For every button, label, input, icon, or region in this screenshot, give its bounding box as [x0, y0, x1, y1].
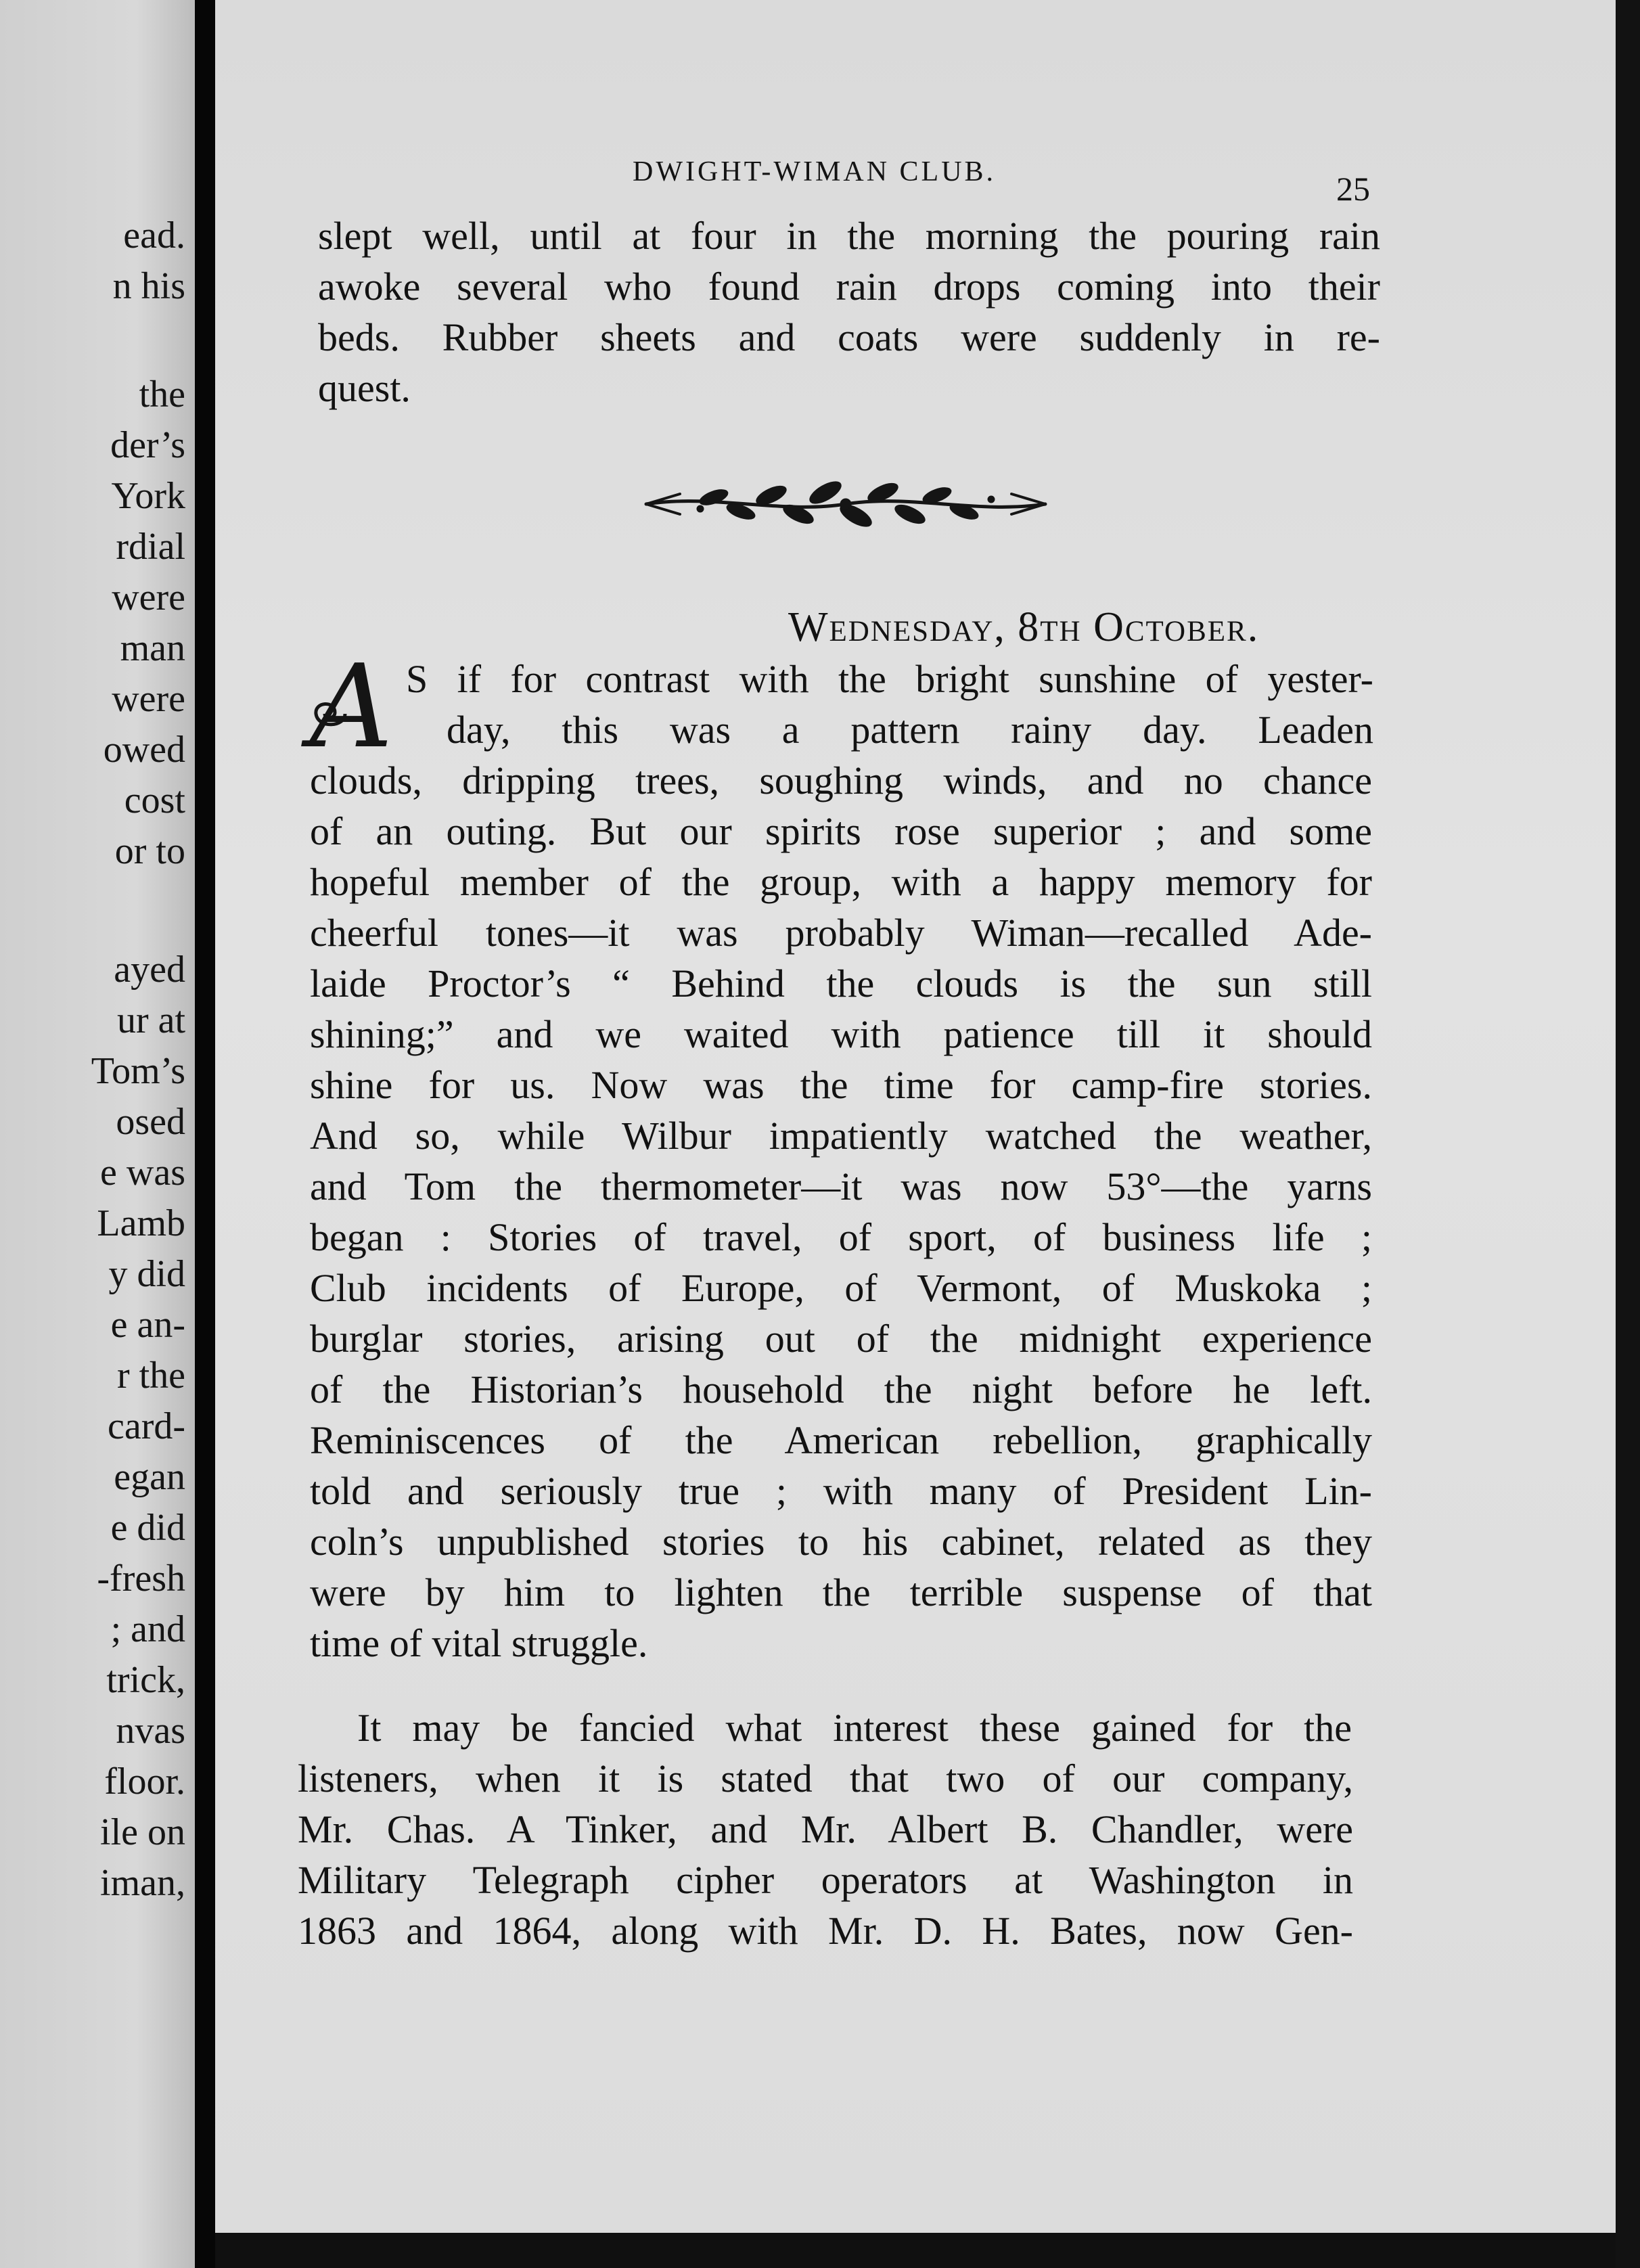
- drop-cap: A: [310, 640, 393, 774]
- text-line: clouds, dripping trees, soughing winds, and no chance: [310, 758, 1372, 802]
- text-line: coln’s unpublished stories to his cabinet, related as they: [310, 1520, 1372, 1564]
- left-page-line: egan: [114, 1456, 185, 1498]
- book-gutter: [195, 0, 215, 2268]
- date-heading: Wednesday, 8th October.: [788, 604, 1260, 650]
- left-page-line: were: [112, 678, 185, 720]
- page-edge-shadow: [1616, 0, 1640, 2268]
- left-page-line: card-: [107, 1405, 185, 1447]
- left-page-line: were: [112, 576, 185, 618]
- text-line: slept well, until at four in the morning the pouring rain: [318, 214, 1380, 258]
- text-line: of the Historian’s household the night before he left.: [310, 1367, 1372, 1411]
- text-line: S if for contrast with the bright sunshine of yester-: [406, 657, 1373, 701]
- bottom-shadow: [215, 2233, 1616, 2268]
- text-line: 1863 and 1864, along with Mr. D. H. Bates, now Gen-: [298, 1909, 1353, 1953]
- left-page-line: ile on: [100, 1811, 185, 1853]
- left-page-fragment: [0, 0, 195, 2268]
- left-page-line: iman,: [100, 1862, 185, 1904]
- left-page-line: cost: [124, 779, 185, 821]
- left-page-line: man: [120, 627, 185, 669]
- text-line: laide Proctor’s “ Behind the clouds is the sun still: [310, 961, 1372, 1005]
- text-line: awoke several who found rain drops coming into their: [318, 265, 1380, 309]
- page-number: 25: [1336, 170, 1370, 208]
- text-line: listeners, when it is stated that two of our company,: [298, 1756, 1353, 1800]
- left-page-line: rdial: [116, 526, 185, 568]
- left-page-line: ead.: [123, 214, 185, 256]
- text-line: time of vital struggle.: [310, 1621, 648, 1665]
- text-line: shining;” and we waited with patience till it should: [310, 1012, 1372, 1056]
- left-page-line: e did: [110, 1507, 185, 1549]
- text-line: beds. Rubber sheets and coats were suddenly in re-: [318, 315, 1380, 359]
- left-page-line: the: [139, 373, 185, 415]
- text-line: day, this was a pattern rainy day. Leaden: [447, 708, 1373, 752]
- left-page-line: n his: [112, 265, 185, 307]
- left-page-line: ; and: [110, 1608, 185, 1650]
- text-line: burglar stories, arising out of the midnight experience: [310, 1317, 1372, 1361]
- left-page-line: der’s: [110, 424, 185, 466]
- left-page-line: ayed: [114, 949, 185, 991]
- left-page-line: Tom’s: [91, 1050, 185, 1092]
- left-page-line: or to: [114, 830, 185, 872]
- left-page-line: owed: [103, 729, 185, 771]
- left-page-line: floor.: [104, 1761, 185, 1802]
- text-line: quest.: [318, 366, 411, 410]
- left-page-line: ur at: [116, 999, 185, 1041]
- text-line: Mr. Chas. A Tinker, and Mr. Albert B. Chandler, were: [298, 1807, 1353, 1851]
- left-page-line: trick,: [106, 1659, 185, 1701]
- left-page-line: -fresh: [97, 1558, 185, 1600]
- text-line: And so, while Wilbur impatiently watched the weather,: [310, 1114, 1372, 1158]
- text-line: Club incidents of Europe, of Vermont, of Muskoka ;: [310, 1266, 1372, 1310]
- leaf-vine-ornament-icon: [633, 474, 1059, 535]
- text-line: hopeful member of the group, with a happy memory for: [310, 860, 1372, 904]
- text-line: told and seriously true ; with many of President Lin-: [310, 1469, 1372, 1513]
- left-page-line: nvas: [116, 1710, 185, 1752]
- left-page-line: osed: [116, 1101, 185, 1143]
- text-line: Military Telegraph cipher operators at Washington in: [298, 1858, 1353, 1902]
- text-line: were by him to lighten the terrible suspense of that: [310, 1570, 1372, 1614]
- left-page-line: e an-: [110, 1304, 185, 1346]
- left-page-line: e was: [100, 1152, 185, 1194]
- left-page-line: r the: [116, 1355, 185, 1397]
- text-line: cheerful tones—it was probably Wiman—recalled Ade-: [310, 911, 1372, 955]
- left-page-line: Lamb: [97, 1202, 185, 1244]
- text-line: shine for us. Now was the time for camp-fire stories.: [310, 1063, 1372, 1107]
- left-page-line: y did: [108, 1253, 185, 1295]
- left-page-line: York: [111, 475, 185, 517]
- text-line: and Tom the thermometer—it was now 53°—the yarns: [310, 1164, 1372, 1208]
- text-line: Reminiscences of the American rebellion, graphically: [310, 1418, 1372, 1462]
- text-line: of an outing. But our spirits rose superior ; and some: [310, 809, 1372, 853]
- text-line: It may be fancied what interest these gained for the: [357, 1706, 1352, 1750]
- text-line: began : Stories of travel, of sport, of business life ;: [310, 1215, 1372, 1259]
- running-head: DWIGHT-WIMAN CLUB.: [633, 156, 997, 187]
